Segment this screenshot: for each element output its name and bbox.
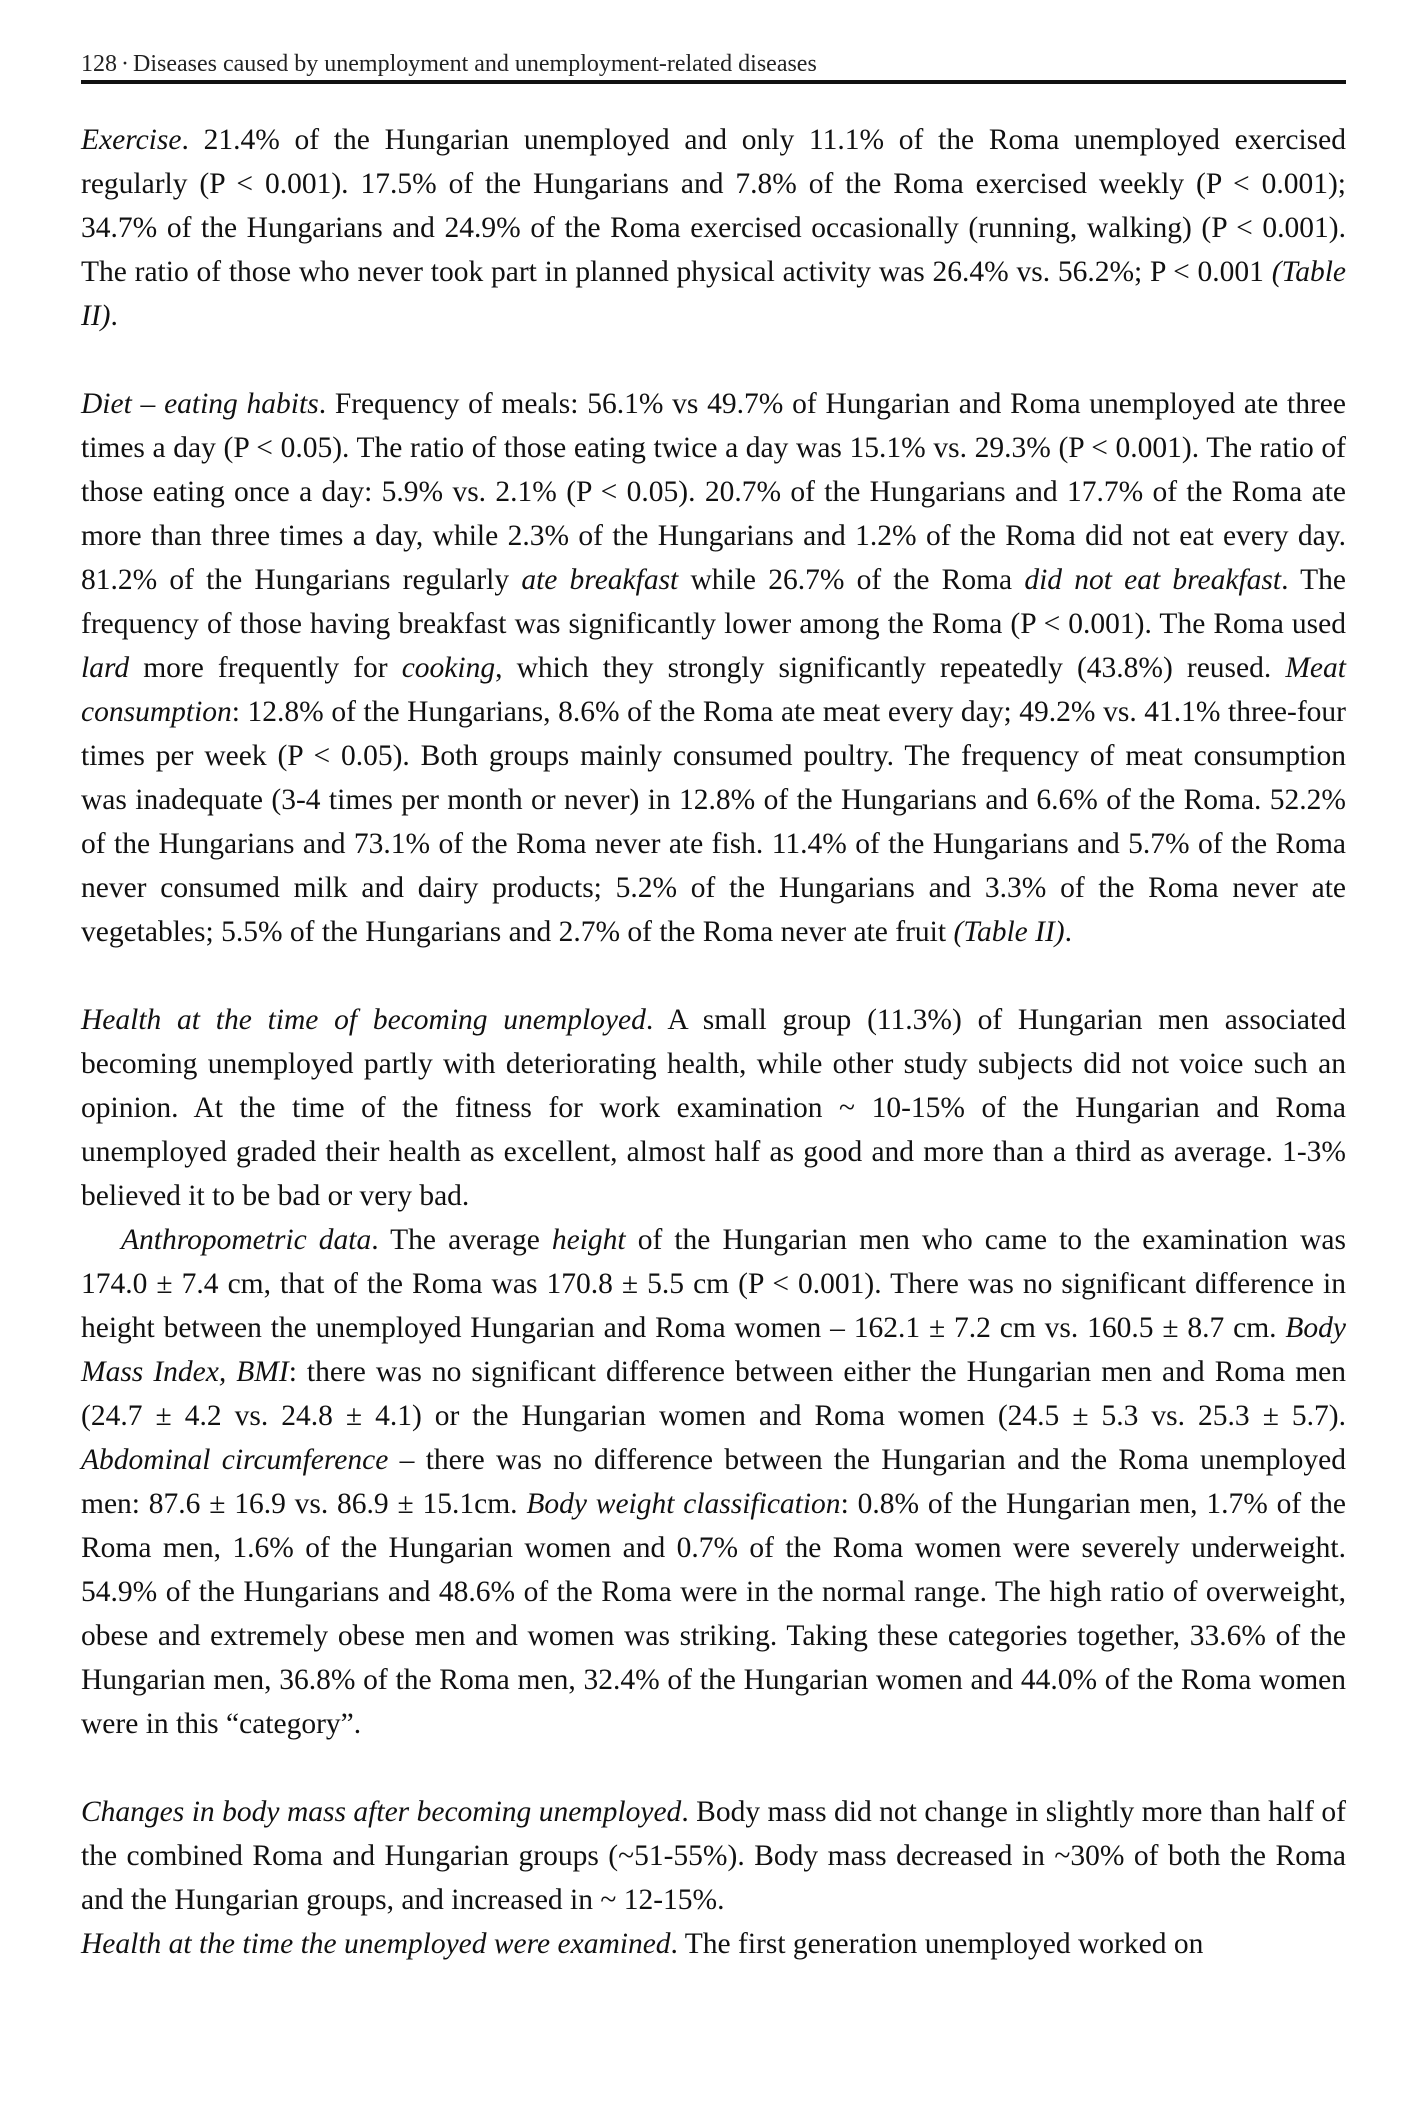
header-separator: · xyxy=(121,51,129,77)
italic-run: Changes in body mass after becoming unemployed xyxy=(81,1796,682,1828)
running-header xyxy=(81,50,1346,78)
italic-run: cooking xyxy=(401,652,496,684)
text-run: more frequently for xyxy=(129,652,402,684)
text-run: . The first generation unemployed worked on xyxy=(670,1928,1204,1960)
text-run: : 12.8% of the Hungarians, 8.6% of the Roma ate meat every day; 49.2% vs. 41.1% three-four times per week (P < 0.05). Both groups mainly consumed poultry. The frequency of meat consumption was inadequate (3-4 times per month or never) in 12.8% of the Hungarians and 6.6% of the Roma. 52.2% of the Hungarians and 73.1% of the Roma never ate fish. 11.4% of the Hungarians and 5.7% of the Roma never consumed milk and dairy products; 5.2% of the Hungarians and 3.3% of the Roma never ate vegetables; 5.5% of the Hungarians and 2.7% of the Roma never ate fruit xyxy=(81,696,1346,948)
paragraph-health-becoming-unemployed xyxy=(81,998,1346,1218)
paragraph-anthropometric xyxy=(81,1218,1346,1746)
text-run: . xyxy=(1064,916,1072,948)
italic-run: Body weight classification xyxy=(526,1488,841,1520)
page-number: 128 xyxy=(81,51,117,77)
header-rule xyxy=(81,80,1346,84)
italic-run: Health at the time the unemployed were examined xyxy=(81,1928,671,1960)
running-title: Diseases caused by unemployment and unemployment-related diseases xyxy=(133,51,817,77)
body-text xyxy=(81,118,1346,1966)
text-run: . Frequency of meals: 56.1% vs 49.7% of Hungarian and Roma unemployed ate three times a day (P < 0.05). The ratio of those eating twice a day was 15.1% vs. 29.3% (P < 0.001). The ratio of those eating once a day: 5.9% vs. 2.1% (P < 0.05). 20.7% of the Hungarians and 17.7% of the Roma ate more than three times a day, while 2.3% of the Hungarians and 1.2% of the Roma did not eat every day. 81.2% of the Hungarians regularly xyxy=(81,388,1346,596)
italic-run: ate breakfast xyxy=(521,564,679,596)
text-run: . A small group (11.3%) of Hungarian men associated becoming unemployed partly with deteriorating health, while other study subjects did not voice such an opinion. At the time of the fitness for work examination ~ 10-15% of the Hungarian and Roma unemployed graded their health as excellent, almost half as good and more than a third as average. 1-3% believed it to be bad or very bad. xyxy=(81,1004,1346,1212)
italic-run: did not eat breakfast xyxy=(1024,564,1282,596)
italic-run: Diet – eating habits xyxy=(81,388,319,420)
italic-run: Health at the time of becoming unemployed xyxy=(81,1004,646,1036)
text-run: . The average xyxy=(371,1224,552,1256)
text-run: . xyxy=(110,300,118,332)
italic-run: height xyxy=(551,1224,626,1256)
paragraph-health-examined xyxy=(81,1922,1346,1966)
italic-run: lard xyxy=(81,652,130,684)
italic-run: Anthropometric data xyxy=(121,1224,372,1256)
paragraph-diet xyxy=(81,382,1346,954)
paragraph-body-mass-changes xyxy=(81,1790,1346,1922)
italic-run: Meat consumption xyxy=(81,652,1346,728)
text-run: . The frequency of those having breakfast was significantly lower among the Roma (P < 0.001). The Roma used xyxy=(81,564,1346,640)
text-run: : there was no significant difference between either the Hungarian men and Roma men (24.7 ± 4.2 vs. 24.8 ± 4.1) or the Hungarian women and Roma women (24.5 ± 5.3 vs. 25.3 ± 5.7). xyxy=(81,1356,1346,1432)
italic-run: (Table II) xyxy=(953,916,1065,948)
paragraph-exercise xyxy=(81,118,1346,338)
italic-run: Exercise xyxy=(81,124,182,156)
italic-run: (Table II) xyxy=(81,256,1346,332)
text-run: . 21.4% of the Hungarian unemployed and only 11.1% of the Roma unemployed exercised regularly (P < 0.001). 17.5% of the Hungarians and 7.8% of the Roma exercised weekly (P < 0.001); 34.7% of the Hungarians and 24.9% of the Roma exercised occasionally (running, walking) (P < 0.001). The ratio of those who never took part in planned physical activity was 26.4% vs. 56.2%; P < 0.001 xyxy=(81,124,1346,288)
text-run: . Body mass did not change in slightly more than half of the combined Roma and Hungarian groups (~51-55%). Body mass decreased in ~30% of both the Roma and the Hungarian groups, and increased in ~ 12-15%. xyxy=(81,1796,1346,1916)
text-run: , which they strongly significantly repeatedly (43.8%) reused. xyxy=(495,652,1286,684)
text-run: while 26.7% of the Roma xyxy=(678,564,1025,596)
text-run: – there was no difference between the Hungarian and the Roma unemployed men: 87.6 ± 16.9 vs. 86.9 ± 15.1cm. xyxy=(81,1444,1346,1520)
italic-run: Abdominal circumference xyxy=(81,1444,389,1476)
italic-run: Body Mass Index, BMI xyxy=(81,1312,1346,1388)
text-run: of the Hungarian men who came to the examination was 174.0 ± 7.4 cm, that of the Roma was 170.8 ± 5.5 cm (P < 0.001). There was no significant difference in height between the unemployed Hungarian and Roma women – 162.1 ± 7.2 cm vs. 160.5 ± 8.7 cm. xyxy=(81,1224,1347,1344)
text-run: : 0.8% of the Hungarian men, 1.7% of the Roma men, 1.6% of the Hungarian women and 0.7% of the Roma women were severely underweight. 54.9% of the Hungarians and 48.6% of the Roma were in the normal range. The high ratio of overweight, obese and extremely obese men and women was striking. Taking these categories together, 33.6% of the Hungarian men, 36.8% of the Roma men, 32.4% of the Hungarian women and 44.0% of the Roma women were in this “category”. xyxy=(81,1488,1347,1740)
